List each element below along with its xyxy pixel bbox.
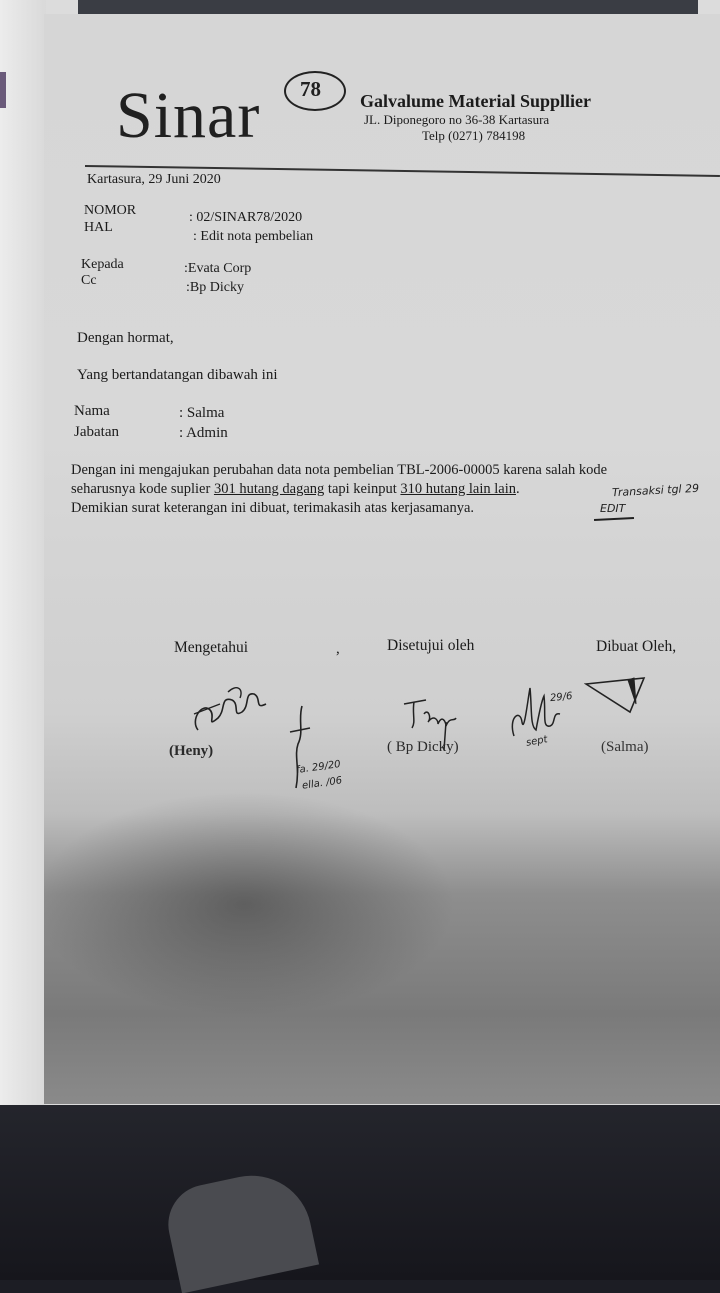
handwritten-note: Transaksi tgl 29 bbox=[611, 481, 700, 500]
nama-value: : Salma bbox=[179, 405, 225, 421]
kepada-value: :Evata Corp bbox=[184, 261, 252, 276]
note-sept: sept bbox=[525, 734, 549, 749]
letter-paper bbox=[44, 14, 720, 1104]
nomor-label: NOMOR bbox=[84, 203, 137, 218]
col2-heading: Disetujui oleh bbox=[387, 637, 475, 654]
paragraph-line-2 bbox=[71, 481, 520, 498]
jabatan-label: Jabatan bbox=[74, 424, 119, 440]
company-address: JL. Diponegoro no 36-38 Kartasura bbox=[364, 112, 550, 127]
paragraph-line-3: Demikian surat keterangan ini dibuat, terimakasih atas kerjasamanya. bbox=[71, 500, 475, 516]
col1-heading: Mengetahui bbox=[174, 639, 249, 656]
place-date: Kartasura, 29 Juni 2020 bbox=[87, 172, 221, 187]
signer-dicky: ( Bp Dicky) bbox=[387, 739, 459, 755]
brand-number: 78 bbox=[300, 77, 321, 101]
paragraph-line-2-e: . bbox=[516, 481, 520, 497]
signer-salma: (Salma) bbox=[601, 739, 649, 755]
correct-code: 301 hutang dagang bbox=[213, 481, 325, 497]
brand-number-badge bbox=[284, 71, 346, 111]
salma-signature bbox=[584, 674, 654, 719]
handwritten-edit: EDIT bbox=[600, 502, 626, 515]
paragraph-line-2-c: tapi keinput bbox=[324, 481, 401, 497]
dark-surface bbox=[0, 1105, 720, 1280]
greeting: Dengan hormat, bbox=[77, 330, 174, 346]
edit-underline bbox=[594, 517, 634, 521]
note-ella: ella. /06 bbox=[301, 775, 343, 792]
brand-logo-word: Sinar bbox=[116, 79, 261, 152]
underlying-sheet bbox=[0, 0, 46, 1115]
note-date2: 29/6 bbox=[549, 690, 573, 705]
nama-label: Nama bbox=[74, 403, 110, 419]
kepada-label: Kepada bbox=[81, 257, 124, 272]
paragraph-line-1: Dengan ini mengajukan perubahan data nota pembelian TBL-2006-00005 karena salah kode bbox=[71, 462, 608, 478]
cc-value: :Bp Dicky bbox=[186, 280, 244, 295]
signer-heny: (Heny) bbox=[169, 743, 214, 759]
hal-label: HAL bbox=[84, 220, 113, 235]
paragraph-line-2-a: seharusnya kode suplier bbox=[71, 481, 214, 497]
wrong-code: 310 hutang lain lain bbox=[400, 481, 516, 497]
company-name: Galvalume Material Suppllier bbox=[360, 91, 591, 111]
cc-label: Cc bbox=[81, 273, 97, 288]
note-fa: fa. 29/20 bbox=[295, 758, 342, 777]
col3-heading: Dibuat Oleh, bbox=[596, 638, 677, 655]
col1-comma: , bbox=[336, 641, 340, 657]
edge-strip bbox=[0, 72, 6, 108]
intro-line: Yang bertandatangan dibawah ini bbox=[77, 367, 278, 383]
heny-signature bbox=[180, 674, 270, 734]
nomor-value: : 02/SINAR78/2020 bbox=[189, 210, 303, 225]
hal-value: : Edit nota pembelian bbox=[193, 229, 314, 244]
company-phone: Telp (0271) 784198 bbox=[422, 128, 526, 143]
jabatan-value: : Admin bbox=[179, 425, 228, 441]
